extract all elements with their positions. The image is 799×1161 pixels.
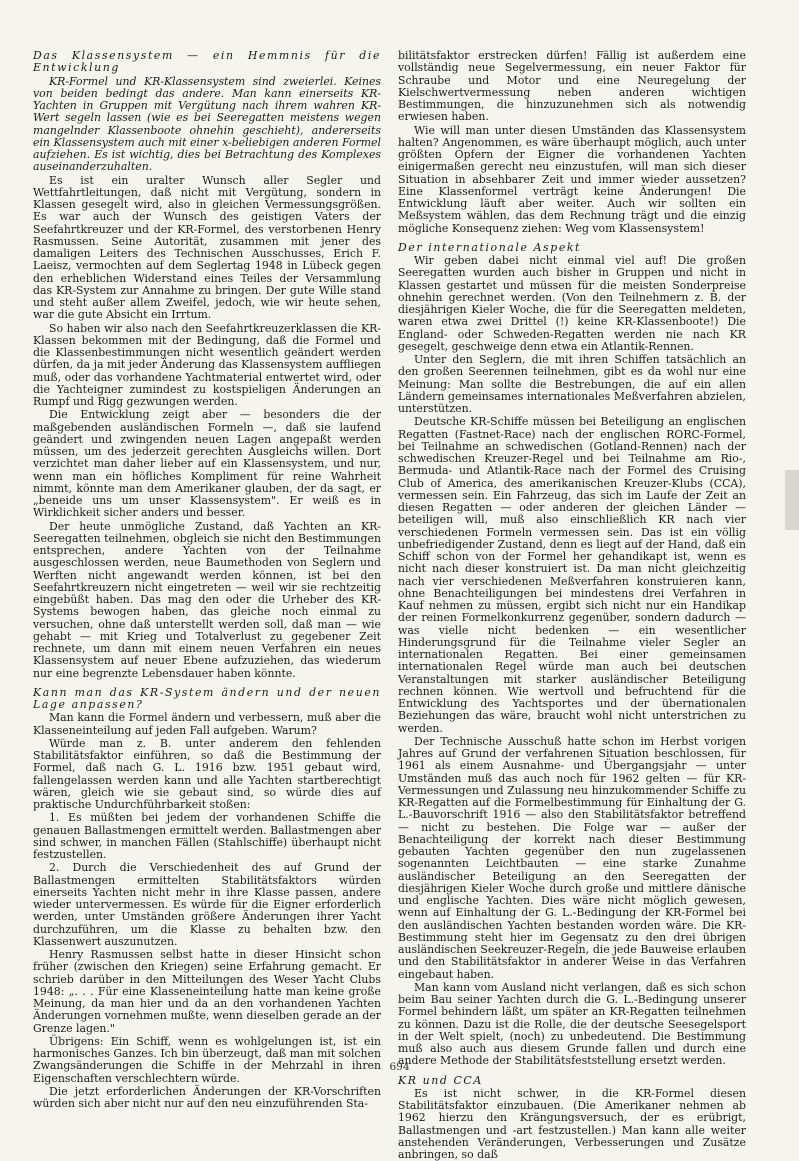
paragraph: Henry Rasmussen selbst hatte in dieser Hinsicht schon früher (zwischen den Kriegen) seine Erfahrung gemacht. Er schrieb darüber in den Mitteilungen des Weser Yacht Clubs 1948: „. . . Für eine Klasseneinteilung hatte man keine große Meinung, da man hier und da an den vorhandenen Yachten Änderungen vornehmen mußte, wenn dieselben gerade an der Grenze lagen."	[33, 948, 381, 1035]
paragraph: Der heute unmögliche Zustand, daß Yachten an KR-Seeregatten teilnehmen, obgleich sie nicht den Bestimmungen entsprechen, andere Yachten von der Teilnahme ausgeschlossen werden, neue Baumethoden von Seglern und Werften nicht angewandt werden können, ist bei den Seefahrtkreuzern nicht eingetreten — weil wir sie rechtzeitig eingebüßt haben. Das mag den oder die Urheber des KR-Systems bewogen haben, das gleiche noch einmal zu versuchen, ohne daß unterstellt werden soll, daß man — wie gehabt — mit Krieg und Totalverlust zu gegebener Zeit rechnete, um dann mit einem neuen Verfahren ein neues Klassensystem auf neuer Ebene aufzuziehen, das wiederum nur eine begrenzte Lebensdauer haben könnte.	[33, 519, 381, 680]
paragraph: So haben wir also nach den Seefahrtkreuzerklassen die KR-Klassen bekommen mit der Bedingung, daß die Formel und die Klassenbestimmungen nicht wesentlich geändert werden dürfen, da ja mit jeder Änderung das Klassensystem auffliegen muß, oder das vorhandene Yachtmaterial entwertet wird, oder die Yachteigner zumindest zu kostspieligen Änderungen an Rumpf und Rigg gezwungen werden.	[33, 321, 381, 408]
paragraph: Wie will man unter diesen Umständen das Klassensystem halten? Angenommen, es wäre überhaupt möglich, auch unter größten Opfern der Eigner die vorhandenen Yachten einigermaßen gerecht neu einzustufen, will man sich dieser Situation in absehbarer Zeit und immer wieder aussetzen? Eine Klassenformel verträgt keine Änderungen! Die Entwicklung läuft aber weiter. Auch wir sollten ein Meßsystem wählen, das dem Rechnung trägt und die einzig mögliche Konsequenz ziehen: Weg vom Klassensystem!	[398, 123, 746, 235]
paragraph: Die Entwicklung zeigt aber — besonders die der maßgebenden ausländischen Formeln —, daß sie laufend geändert und zwingenden neuen Lagen angepaßt werden müssen, um des jederzeit gerechten Ausgleichs willen. Dort verzichtet man daher lieber auf ein Klassensystem, und nur, wenn man ein höfliches Kompliment für reine Wahrheit nimmt, könnte man dem Amerikaner glauben, der da sagt, er „beneide uns um unser Klassensystem". Er weiß es in Wirklichkeit sicher anders und besser.	[33, 408, 381, 520]
section-heading: Das Klassensystem — ein Hemmnis für die Entwicklung	[33, 49, 381, 75]
paragraph: Es ist nicht schwer, in die KR-Formel diesen Stabilitätsfaktor einzubauen. (Die Amerikaner nehmen ab 1962 hierzu den Krängungsversuch, der es erübrigt, Ballastmengen und -art festzustellen.) Man kann alle weiter anstehenden Veränderungen, Verbesserungen und Zusätze anbringen, so daß	[398, 1086, 746, 1161]
page-number: 694	[389, 1061, 410, 1073]
section-heading: KR und CCA	[398, 1073, 483, 1087]
paragraph: Deutsche KR-Schiffe müssen bei Beteiligung an englischen Regatten (Fastnet-Race) nach der englischen RORC-Formel, bei Teilnahme an schwedischen (Gotland-Rennen) nach der schwedischen Kreuzer-Regel und bei Teilnahme am Rio-, Bermuda- und Atlantik-Race nach der Formel des Cruising Club of America, des amerikanischen Kreuzer-Klubs (CCA), vermessen sein. Ein Fahrzeug, das sich im Laufe der Zeit an diesen Regatten — oder anderen der gleichen Länder — beteiligen will, muß also einschließlich KR nach vier verschiedenen Formeln vermessen sein. Das ist ein völlig unbefriedigender Zustand, denn es liegt auf der Hand, daß ein Schiff schon von der Formel her gehandikapt ist, wenn es nicht nach dieser konstruiert ist. Da man nicht gleichzeitig nach vier verschiedenen Meßverfahren konstruieren kann, ohne Benachteiligungen bei mindestens drei Verfahren in Kauf nehmen zu müssen, ergibt sich nicht nur ein Handikap der reinen Formelkonkurrenz gegenüber, sondern dadurch — was vielle nicht bedenken — ein wesentlicher Hinderungsgrund für die Teilnahme vieler Segler an internationalen Regatten. Bei einer gemeinsamen internationalen Regel würde man auch bei deutschen Veranstaltungen mit starker ausländischer Beteiligung rechnen können. Wie wertvoll und befruchtend für die Entwicklung des Yachtsportes und der übernationalen Beziehungen das wäre, braucht wohl nicht unterstrichen zu werden.	[398, 415, 746, 735]
scan-edge-shadow	[785, 470, 799, 530]
paragraph: Es ist ein uralter Wunsch aller Segler und Wettfahrtleitungen, daß nicht mit Vergütung, sondern in Klassen gesegelt wird, also in gleichen Vermessungsgrößen. Es war auch der Wunsch des geistigen Vaters der Seefahrtkreuzer und der KR-Formel, des verstorbenen Henry Rasmussen. Seine Autorität, zusammen mit jener des damaligen Leiters des Technischen Ausschusses, Erich F. Laeisz, vermochten auf dem Seglertag 1948 in Lübeck gegen den erheblichen Widerstand eines Teiles der Versammlung das KR-System zur Annahme zu bringen. Der gute Wille stand und steht außer allem Zweifel, jedoch, wie wir heute sehen, war die gute Absicht ein Irrtum.	[33, 173, 381, 322]
paragraph: bilitätsfaktor erstrecken dürfen! Fällig ist außerdem eine vollständig neue Segelvermessung, ein neuer Faktor für Schraube und Motor und eine Neuregelung der Kielschwertvermessung neben anderen wichtigen Bestimmungen, die hinzuzunehmen sich als notwendig erwiesen haben.	[398, 49, 746, 124]
paragraph: Man kann die Formel ändern und verbessern, muß aber die Klasseneinteilung auf jeden Fall aufgeben. Warum?	[33, 711, 381, 737]
paragraph: Übrigens: Ein Schiff, wenn es wohlgelungen ist, ist ein harmonisches Ganzes. Ich bin überzeugt, daß man mit solchen Zwangsänderungen die Schiffe in der Mehrzahl in ihren Eigenschaften verschlechtern würde.	[33, 1034, 381, 1085]
paragraph: Unter den Seglern, die mit ihren Schiffen tatsächlich an den großen Seerennen teilnehmen, gibt es da wohl nur eine Meinung: Man sollte die Bestrebungen, die auf ein allen Ländern gemeinsames internationales Meßverfahren abzielen, unterstützen.	[398, 353, 746, 415]
paragraph: Würde man z. B. unter anderem den fehlenden Stabilitätsfaktor einführen, so daß die Bestimmung der Formel, daß nach G. L. 1916 bzw. 1951 gebaut wird, fallengelassen werden kann und alle Yachten startberechtigt wären, gleich wie sie gebaut sind, so würde dies auf praktische Undurchführbarkeit stoßen:	[33, 736, 381, 811]
paragraph: Wir geben dabei nicht einmal viel auf! Die großen Seeregatten wurden auch bisher in Gruppen und nicht in Klassen gestartet und müssen für die meisten Sonderpreise ohnehin gerechnet werden. (Von den Teilnehmern z. B. der diesjährigen Kieler Woche, die für die Seeregatten meldeten, waren etwa zwei Drittel (!) keine KR-Klassenboote!) Die England- oder Schweden-Regatten werden nie nach KR gesegelt, geschweige denn etwa ein Atlantik-Rennen.	[398, 254, 746, 353]
paragraph: Der Technische Ausschuß hatte schon im Herbst vorigen Jahres auf Grund der verfahrenen Situation beschlossen, für 1961 als einem Ausnahme- und Übergangsjahr — unter Umständen muß das auch noch für 1962 gelten — für KR-Vermessungen und Zulassung neu hinzukommender Schiffe zu KR-Regatten auf die Formelbestimmung für Einhaltung der G. L.-Bauvorschrift 1916 — also den Stabilitätsfaktor betreffend — nicht zu bestehen. Die Folge war — außer der Benachteiligung der korrekt nach dieser Bestimmung gebauten Yachten gegenüber den nun zugelassenen sogenannten Leichtbauten — eine starke Zunahme ausländischer Beteiligung an den Seeregatten der diesjährigen Kieler Woche durch große und mittlere dänische und englische Yachten. Dies wäre nicht möglich gewesen, wenn auf Einhaltung der G. L.-Bedingung der KR-Formel bei den ausländischen Yachten bestanden worden wäre. Die KR-Bestimmung steht hier im Gegensatz zu den drei übrigen ausländischen Seekreuzer-Regeln, die jede Bauweise erlauben und den Stabilitätsfaktor in anderer Weise in das Verfahren eingebaut haben.	[398, 734, 746, 981]
section-heading: Der internationale Aspekt	[398, 240, 582, 254]
left-column	[33, 49, 381, 1110]
paragraph: KR-Formel und KR-Klassensystem sind zweierlei. Keines von beiden bedingt das andere. Man kann einerseits KR-Yachten in Gruppen mit Vergütung nach ihrem wahren KR-Wert segeln lassen (wie es bei Seeregatten meistens wegen mangelnder Klassenboote ohnehin geschieht), andererseits ein Klassensystem auch mit einer x-beliebigen anderen Formel aufziehen. Es ist wichtig, dies bei Betrachtung des Komplexes auseinanderzuhalten.	[33, 74, 381, 174]
paragraph: Man kann vom Ausland nicht verlangen, daß es sich schon beim Bau seiner Yachten durch die G. L.-Bedingung unserer Formel behindern läßt, um später an KR-Regatten teilnehmen zu können. Dazu ist die Rolle, die der deutsche Seesegelsport in der Welt spielt, (noch) zu unbedeutend. Die Bestimmung muß also auch aus diesem Grunde fallen und durch eine andere Methode der Stabilitätsfeststellung ersetzt werden.	[398, 980, 746, 1068]
paragraph: 1. Es müßten bei jedem der vorhandenen Schiffe die genauen Ballastmengen ermittelt werden. Ballastmengen aber sind schwer, in manchen Fällen (Stahlschiffe) überhaupt nicht festzustellen.	[33, 811, 381, 861]
section-heading: Kann man das KR-System ändern und der neuen Lage anpassen?	[33, 685, 381, 711]
paragraph: 2. Durch die Verschiedenheit des auf Grund der Ballastmengen ermittelten Stabilitätsfaktors würden einerseits Yachten nicht mehr in ihre Klasse passen, andere wieder untervermessen. Es würde für die Eigner erforderlich werden, unter Umständen größere Änderungen ihrer Yacht durchzuführen, um die Klasse zu behalten bzw. den Klassenwert auszunutzen.	[33, 861, 381, 948]
paragraph: Die jetzt erforderlichen Änderungen der KR-Vorschriften würden sich aber nicht nur auf den neu einzuführenden Sta-	[33, 1084, 381, 1110]
